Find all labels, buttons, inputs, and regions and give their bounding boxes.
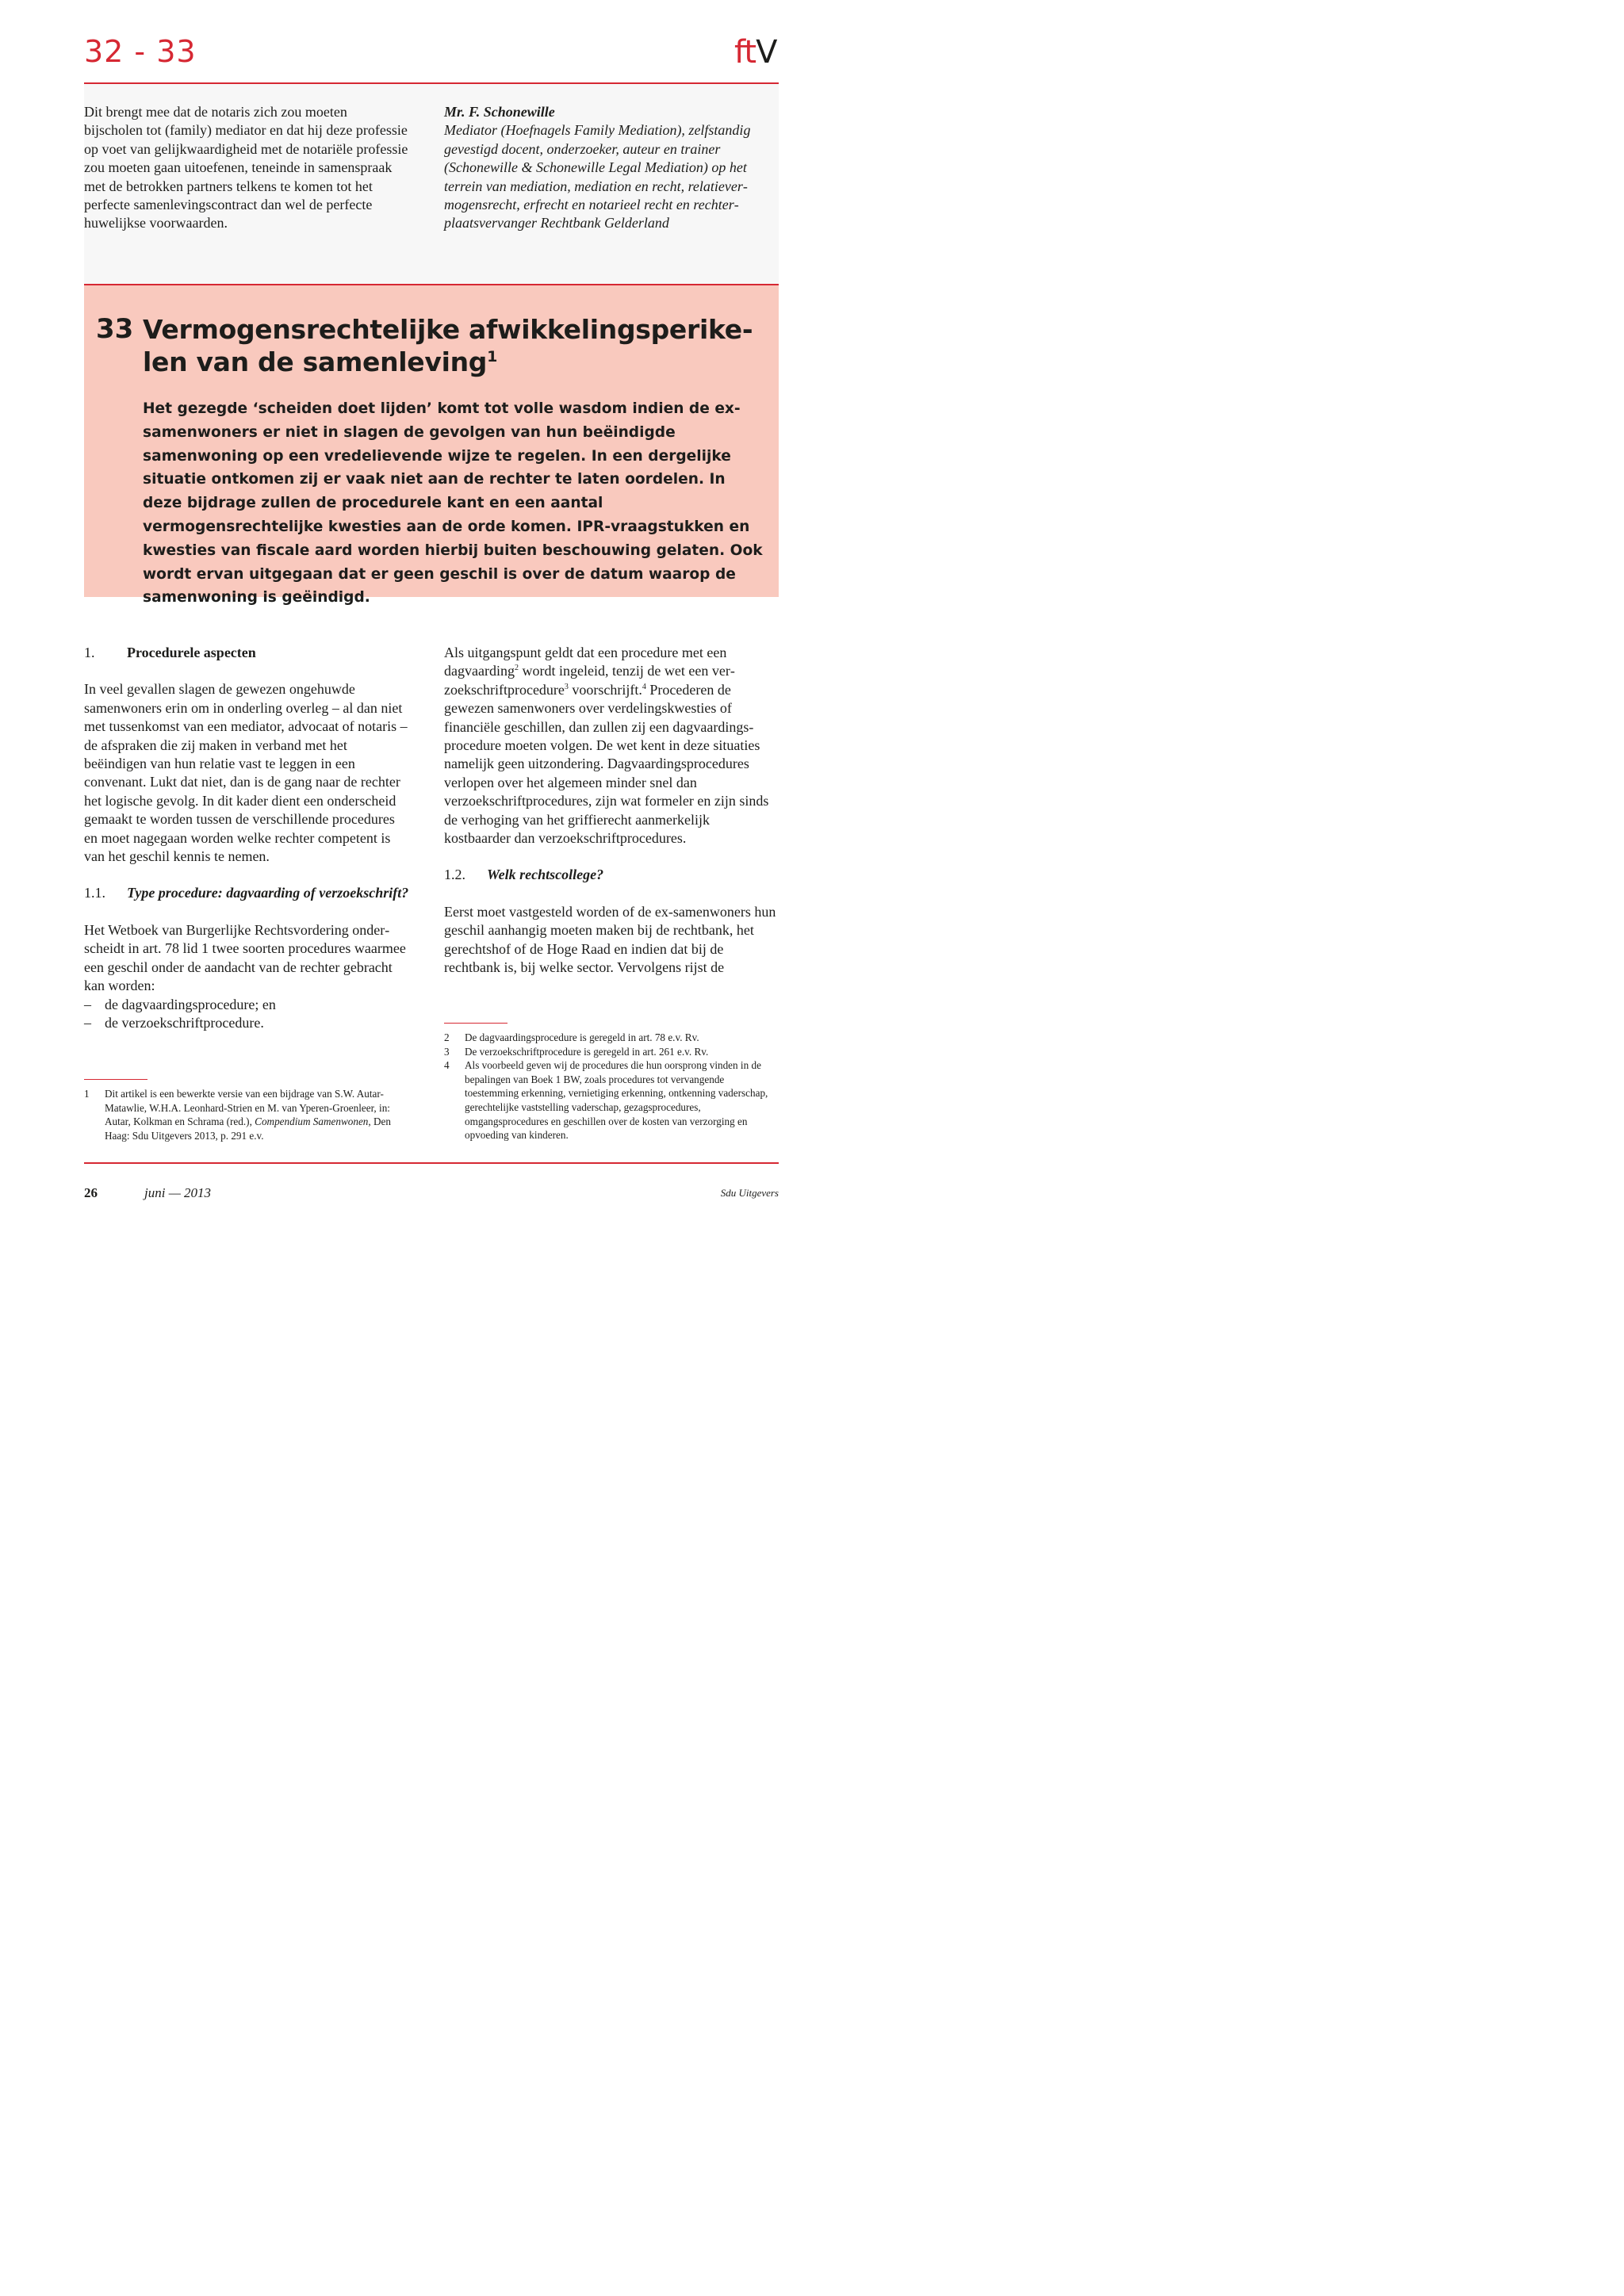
p-uitgangspunt-c: voorschrijft. <box>568 681 642 698</box>
footnote-text: De dagvaardingsprocedure is geregeld in art. 78 e.v. Rv. <box>465 1031 699 1043</box>
list-dash: – <box>84 996 91 1012</box>
list-item <box>84 996 409 1014</box>
heading-1-text: Procedurele aspecten <box>127 645 256 660</box>
footnote-4 <box>444 1058 779 1142</box>
footnote-ref-3: 3 <box>564 682 569 691</box>
heading-1-1-number: 1.1. <box>84 885 105 901</box>
heading-1-1-text: Type procedure: dagvaarding of verzoekschrift? <box>127 885 409 901</box>
footnotes-left <box>84 1087 409 1142</box>
footnote-1-text-a: Dit artikel is een bewerkte versie van een bijdrage van S.W. Autar-Matawlie, W.H.A. Leonhard-Strien en M. van Yperen-Groenleer, in: Autar, Kolkman en Schrama (red.), <box>105 1088 390 1128</box>
p-uitgangspunt-b: wordt ingeleid, tenzij de wet een verzoekschriftprocedure <box>444 663 735 698</box>
page-number: 26 <box>84 1185 98 1200</box>
author-name: Mr. F. Schonewille <box>444 104 555 120</box>
article-title-line1: Vermogensrechtelijke afwikkelingsperike- <box>143 314 753 345</box>
footnote-number: 2 <box>444 1031 450 1043</box>
page-range: 32 - 33 <box>84 34 197 69</box>
logo-v: V <box>756 34 777 71</box>
footnote-ref-4: 4 <box>642 682 646 691</box>
list-item-text: de dagvaardingsprocedure; en <box>105 996 276 1012</box>
ftv-logo <box>734 34 777 71</box>
heading-1 <box>84 644 409 662</box>
footnote-2 <box>444 1031 779 1045</box>
author-block <box>444 103 779 233</box>
paragraph-procedural: In veel gevallen slagen de gewezen ongehuwde samenwoners erin om in onderling overleg – al dan niet met tussenkomst van een mediator, advocaat of notaris – de afspraken die zij maken in verband met het beëindigen van hun relatie vast te leggen in een convenant. Lukt dat niet, dan is de gang naar de rechter het logische gevolg. In dit kader dient een onderscheid gemaakt te worden tussen de verschillende procedures en moet nagegaan worden welke rechter competent is van het geschil kennis te nemen. <box>84 681 408 865</box>
p-uitgangspunt-a: Als uitgangspunt geldt dat een procedure met een dagvaarding <box>444 645 727 679</box>
list-dash: – <box>84 1014 91 1031</box>
footnote-text <box>105 1087 409 1142</box>
footer-rule <box>84 1162 779 1164</box>
article-lead: Het gezegde ‘scheiden doet lijden’ komt tot volle wasdom indien de ex-samenwoners er niet in slagen de gevolgen van hun beëindigde samenwoning op een vredelievende wijze te regelen. In een dergelijke situatie ontkomen zij er vaak niet aan de rechter te laten oordelen. In deze bijdrage zullen de procedurele kant en een aantal vermogensrechtelijke kwesties aan de orde komen. IPR-vraagstukken en kwesties van fiscale aard worden hierbij buiten beschouwing gelaten. Ook wordt ervan uitgegaan dat er geen geschil is over de datum waarop de samenwoning is geëindigd. <box>143 400 763 607</box>
footnote-rule <box>444 1023 508 1024</box>
footnote-1-book-title: Compendium Samenwonen <box>255 1115 369 1128</box>
heading-1-2-number: 1.2. <box>444 867 465 883</box>
previous-article-text <box>84 103 409 233</box>
footnote-text: Als voorbeeld geven wij de procedures die hun oorsprong vinden in de bepalingen van Boek 1 BW, zoals procedures tot vervangende toestemming erkenning, vernietiging erkenning, ontkenning vaderschap, gerechtelijke vaststelling vaderschap, gezagsprocedures, omgangsprocedures en geschillen over de kosten van verzorging en opvoeding van kinderen. <box>465 1059 768 1142</box>
list-item <box>84 1014 409 1032</box>
footnotes-right <box>444 1031 779 1142</box>
paragraph-rechtscollege: Eerst moet vastgesteld worden of de ex-samenwoners hun geschil aanhangig moeten maken bij de rechtbank, het gerechtshof of de Hoge Raad en indien dat bij de rechtbank is, bij welke sector. Vervolgens rijst de <box>444 903 776 976</box>
article-number: 33 <box>96 313 134 345</box>
heading-1-number: 1. <box>84 645 95 660</box>
issue-date: juni — 2013 <box>144 1185 212 1200</box>
paragraph-wetboek: Het Wetboek van Burgerlijke Rechtsvordering onderscheidt in art. 78 lid 1 twee soorten procedures waarmee een geschil onder de aandacht van de rechter gebracht kan worden: <box>84 921 406 994</box>
list-item-text: de verzoekschriftprocedure. <box>105 1014 264 1031</box>
logo-ft: ft <box>734 34 756 71</box>
footnote-3 <box>444 1045 779 1059</box>
footnote-number: 3 <box>444 1045 450 1058</box>
footnote-1-text-c: , Den Haag: Sdu Uitgevers 2013, p. 291 e.v. <box>105 1115 391 1142</box>
footnote-number: 1 <box>84 1088 90 1100</box>
footnote-1 <box>84 1087 409 1142</box>
footnote-number: 4 <box>444 1059 450 1072</box>
publisher: Sdu Uitgevers <box>720 1187 779 1199</box>
footnote-text: De verzoekschriftprocedure is geregeld in art. 261 e.v. Rv. <box>465 1045 709 1058</box>
footnote-rule <box>84 1079 147 1080</box>
p-uitgangspunt-d: Procederen de gewezen samenwoners over verdelingskwesties of financiële geschillen, dan zullen zij een dagvaardingsprocedure moeten volgen. De wet kent in deze situaties namelijk geen uitzondering. Dagvaardingsprocedures verlopen over het algemeen minder snel dan verzoekschriftprocedures, zijn wat formeler en zijn sinds de verhoging van het griffierecht aanmerkelijk kostbaarder dan verzoekschriftprocedures. <box>444 681 769 847</box>
paragraph-uitgangspunt <box>444 644 779 848</box>
footnote-ref-2: 2 <box>514 664 519 673</box>
right-column <box>444 644 779 978</box>
article-title-footnote-ref: 1 <box>487 348 498 365</box>
article-title-line2: len van de samenleving <box>143 346 488 377</box>
previous-article-paragraph: Dit brengt mee dat de notaris zich zou moeten bijscholen tot (family) mediator en dat hij deze professie op voet van gelijkwaardigheid met de notariële professie zou moeten gaan uitoefenen, teneinde in samenspraak met de betrokken partners telkens te komen tot het perfecte samenlevingscontract dan wel de perfecte huwelijkse voorwaarden. <box>84 104 408 232</box>
heading-1-2 <box>444 866 779 884</box>
author-bio: Mediator (Hoefnagels Family Mediation), zelfstandig gevestigd docent, onderzoeker, auteur en trainer (Schonewille & Schonewille Legal Mediation) op het terrein van mediation, mediation en recht, relatievermogensrecht, erfrecht en notarieel recht en rechterplaatsvervanger Rechtbank Gelderland <box>444 122 751 232</box>
article-title <box>143 313 769 378</box>
left-column <box>84 644 409 1032</box>
heading-1-1 <box>84 884 409 902</box>
heading-1-2-text: Welk rechtscollege? <box>487 867 604 883</box>
